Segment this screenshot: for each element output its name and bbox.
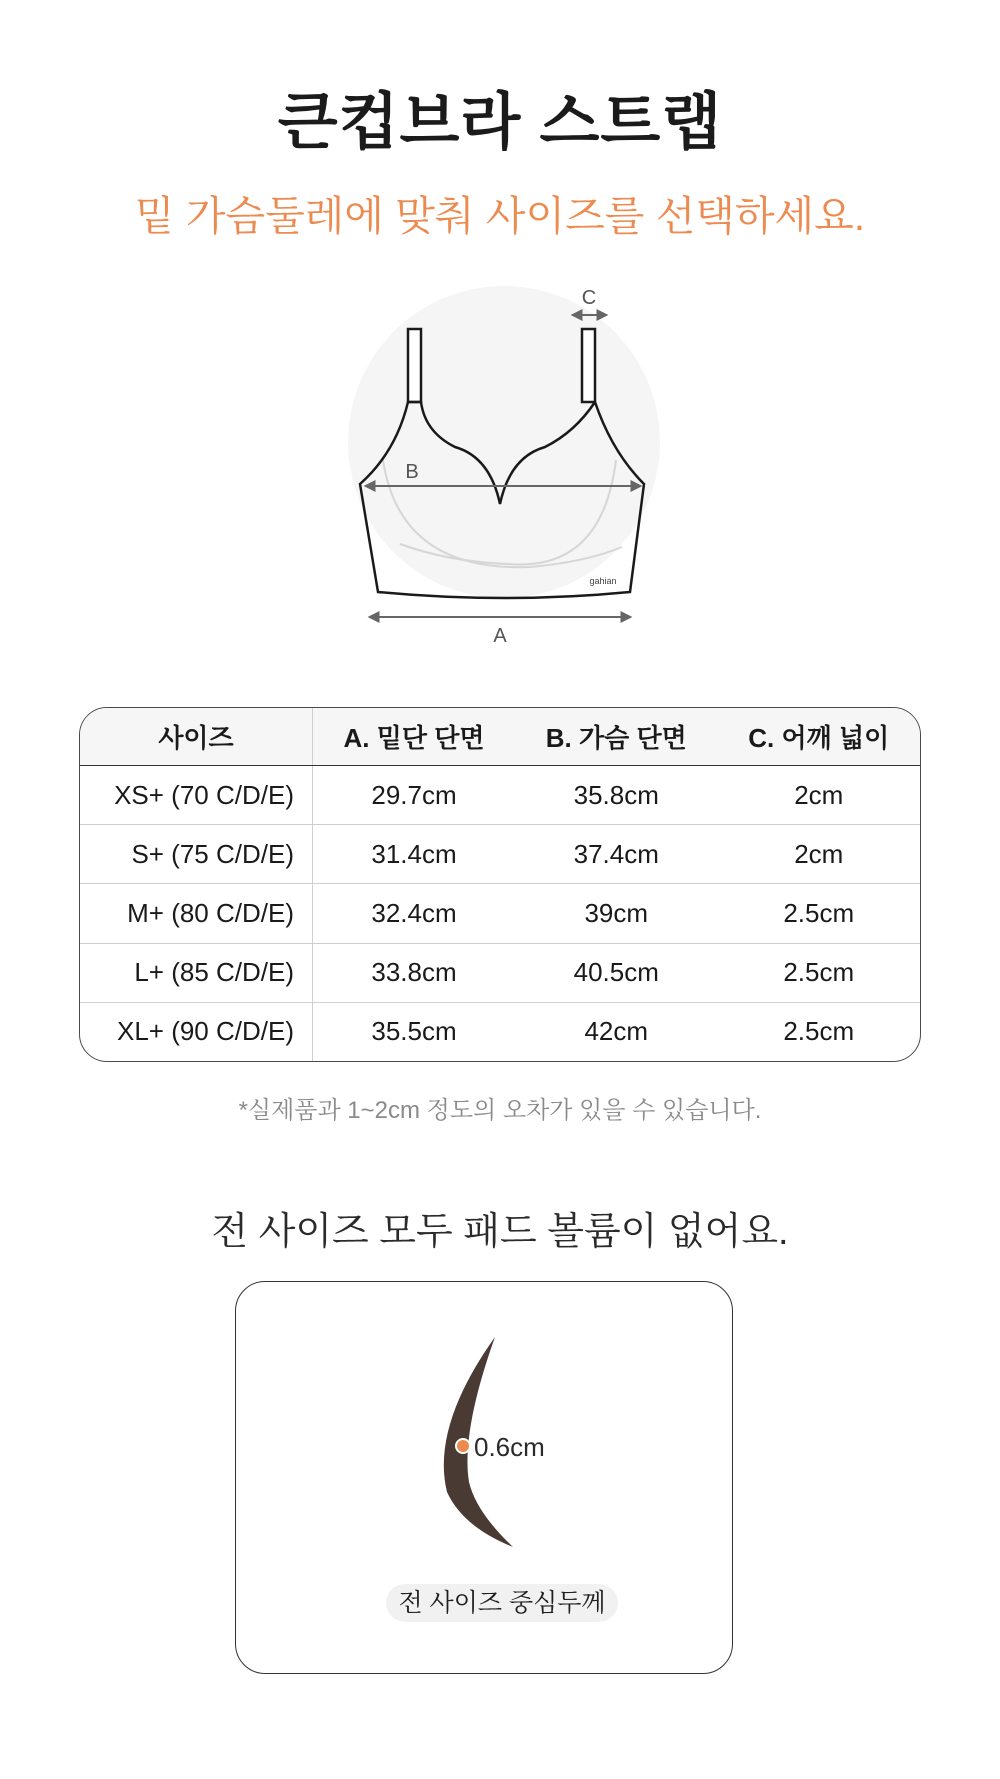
label-b: B — [405, 461, 419, 483]
shoulder-width-cell: 2.5cm — [718, 884, 921, 943]
bottom-width-cell: 32.4cm — [313, 884, 516, 943]
bra-measurement-diagram — [340, 272, 660, 642]
left-strap — [408, 329, 421, 402]
column-header: A. 밑단 단면 — [313, 708, 516, 766]
page-title: 큰컵브라 스트랩 — [277, 88, 723, 157]
shoulder-width-cell: 2cm — [718, 825, 921, 884]
bottom-width-cell: 35.5cm — [371, 1016, 457, 1047]
size-cell: M+ (80 C/D/E) — [80, 884, 313, 943]
table-row — [80, 884, 920, 943]
thickness-marker-dot — [456, 1439, 470, 1453]
right-strap — [582, 329, 595, 402]
pad-thickness-card — [235, 1281, 733, 1674]
thickness-caption-badge: 전 사이즈 중심두께 — [386, 1584, 618, 1622]
shoulder-width-cell: 2cm — [718, 766, 921, 825]
brand-logo: gahian — [589, 576, 617, 586]
table-row — [80, 825, 920, 884]
size-cell: XL+ (90 C/D/E) — [80, 1002, 313, 1061]
table-row — [80, 943, 920, 1002]
size-table — [79, 707, 921, 1062]
column-header: B. 가슴 단면 — [515, 708, 718, 766]
table-row — [80, 766, 920, 825]
column-header: C. 어깨 넓이 — [718, 708, 921, 766]
label-c: C — [581, 287, 597, 309]
column-header: 사이즈 — [80, 708, 313, 766]
chest-width-cell: 39cm — [515, 884, 718, 943]
page-subtitle: 밑 가슴둘레에 맞춰 사이즈를 선택하세요. — [134, 193, 866, 239]
table-row — [80, 1002, 920, 1061]
bottom-width-cell: 33.8cm — [313, 943, 516, 1002]
measurement-note: *실제품과 1~2cm 정도의 오차가 있을 수 있습니다. — [238, 1097, 762, 1124]
chest-width-cell: 35.8cm — [515, 766, 718, 825]
shoulder-width-cell: 2.5cm — [718, 943, 921, 1002]
chest-width-cell: 37.4cm — [515, 825, 718, 884]
table-header-row — [80, 708, 920, 766]
bottom-width-cell: 29.7cm — [313, 766, 516, 825]
thickness-value: 0.6cm — [474, 1432, 545, 1462]
size-cell: L+ (85 C/D/E) — [80, 943, 313, 1002]
shoulder-width-cell: 2.5cm — [783, 1016, 855, 1047]
size-cell: S+ (75 C/D/E) — [80, 825, 313, 884]
chest-width-cell: 42cm — [584, 1016, 649, 1047]
bottom-width-cell: 31.4cm — [313, 825, 516, 884]
pad-section-title: 전 사이즈 모두 패드 볼륨이 없어요. — [211, 1211, 789, 1253]
chest-width-cell: 40.5cm — [515, 943, 718, 1002]
size-cell: XS+ (70 C/D/E) — [80, 766, 313, 825]
label-a: A — [493, 625, 507, 642]
